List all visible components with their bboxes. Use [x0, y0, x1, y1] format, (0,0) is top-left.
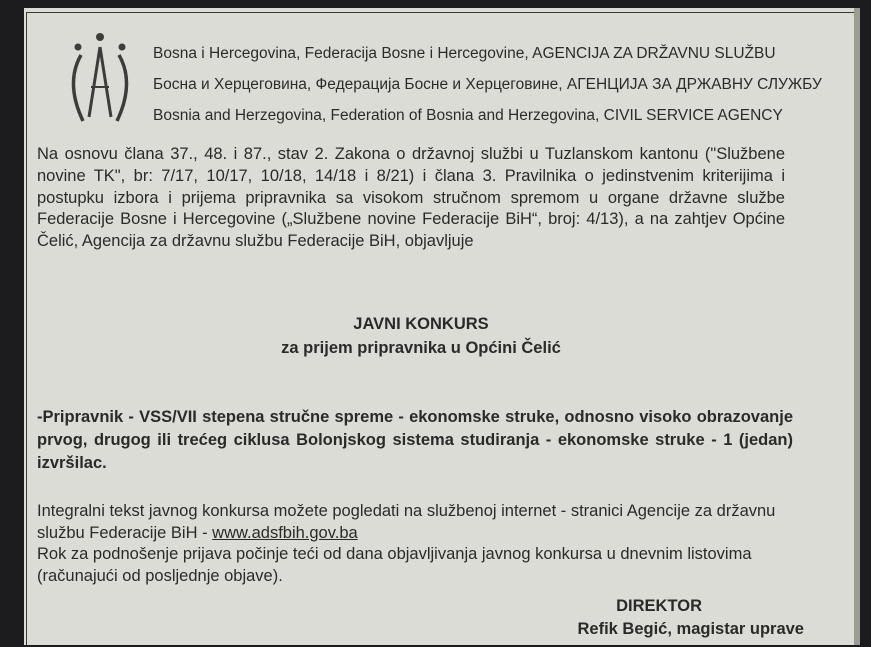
header-bosnian: Bosna i Hercegovina, Federacija Bosne i Hercegovine, AGENCIJA ZA DRŽAVNU SLUŽBU — [153, 45, 776, 62]
notice-frame — [26, 12, 860, 645]
page-edge — [854, 8, 860, 645]
footer-paragraph — [37, 501, 797, 588]
footer-text-before-link: Integralni tekst javnog konkursa možete pogledati na službenoj internet - stranici Agencije za državnu službu Federacije BiH - — [37, 502, 776, 542]
notice-subtitle: za prijem pripravnika u Općini Čelić — [281, 339, 561, 357]
header-english: Bosnia and Herzegovina, Federation of Bosnia and Herzegovina, CIVIL SERVICE AGENCY — [153, 107, 783, 124]
signature-name: Refik Begić, magistar uprave — [577, 620, 804, 638]
position-description: -Pripravnik - VSS/VII stepena stručne spreme - ekonomske struke, odnosno visoko obrazovanje prvog, drugog ili trećeg ciklusa Bolonjskog sistema studiranja - ekonomske struke - 1 (jedan) izvršilac. — [37, 408, 793, 472]
footer-deadline: Rok za podnošenje prijava počinje teći od dana objavljivanja javnog konkursa u dnevnim listovima (računajući od posljednje objave). — [37, 545, 752, 586]
newspaper-clipping — [24, 8, 860, 645]
intro-paragraph: Na osnovu člana 37., 48. i 87., stav 2. Zakona o državnoj službi u Tuzlanskom kantonu ("Službene novine TK", br: 7/17, 10/17, 10/18, 14/18 i 8/21) i člana 3. Pravilnika o jedinstvenim kriterijima i postupku izbora i prijema pripravnika sa visokom stručnom spremom u organe državne službe Federacije Bosne i Hercegovine („Službene novine Federacije BiH“, broj: 4/13), a na zahtjev Općine Čelić, Agencija za državnu službu Federacije BiH, objavljuje — [37, 145, 785, 251]
agency-website-link[interactable]: www.adsfbih.gov.ba — [212, 523, 358, 542]
header-cyrillic: Босна и Херцеговина, Федерација Босне и Херцеговине, АГЕНЦИЈА ЗА ДРЖАВНУ СЛУЖБУ — [153, 76, 822, 93]
signature-role: DIREKTOR — [616, 597, 702, 615]
civil-service-agency-logo-icon — [61, 25, 139, 135]
notice-title: JAVNI KONKURS — [353, 315, 489, 333]
